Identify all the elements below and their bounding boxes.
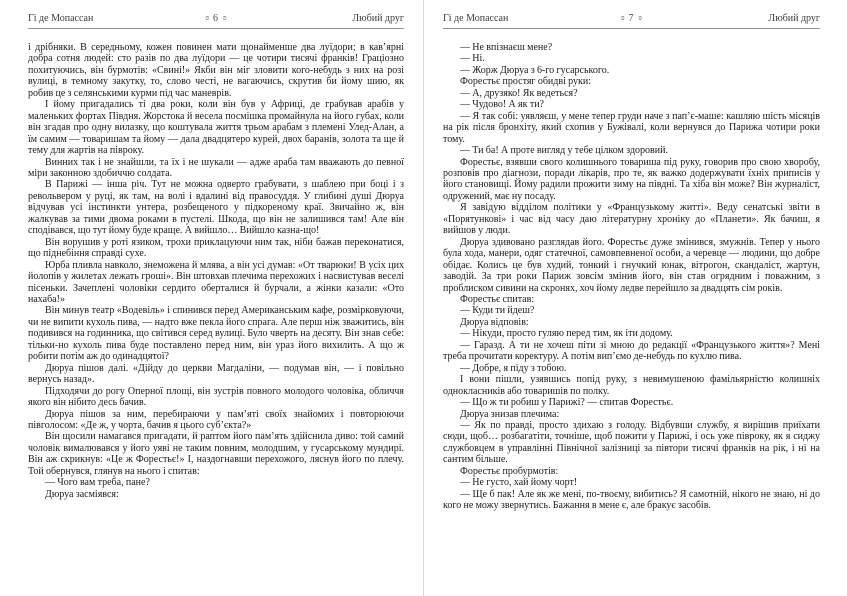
fleuron-right-icon: ʚ [222, 13, 227, 22]
paragraph: — Гаразд. А ти не хочеш піти зі мною до редакції «Французького життя»? Мені треба прочитати коректуру. А потім вип’ємо де-небудь по кухлю пива. [443, 339, 820, 363]
paragraph: Він ворушив у роті язиком, трохи приклацуючи ним так, ніби бажав переконатися, що піднебіння справді сухе. [28, 236, 404, 260]
page-number: 7 [628, 13, 635, 24]
paragraph: Форестьє спитав: [460, 293, 535, 305]
paragraph: — Нікуди, просто гуляю перед тим, як іти додому. [460, 328, 673, 340]
paragraph: і дрібняки. В середньому, кожен повинен мати щонайменше два луїдори; в кав’ярні добра сотня людей: сто разів по два луїдори — це чотири тисячі франків! Граціозно похитуючись, він бурмотів: «Свині!» Якби він міг зловити кого-небудь з них на розі вулиці, в темному закутку, то, слово честі, не вагаючись, скрутив би йому шию, як робив це з селянськими курми під час маневрів. [28, 42, 404, 99]
fleuron-right-icon: ʚ [638, 13, 643, 22]
paragraph: Юрба пливла навколо, знеможена й млява, а він усі думав: «От тварюки! В усіх цих йолопів у жилетах лежать гроші». Він штовхав плечима перехожих і насвистував веселі пісеньки. Зачеплені чоловіки сердито оберталися й бурчали, а жінки казали: «Ото нахаба!» [28, 259, 404, 305]
paragraph: — Чудово! А як ти? [460, 99, 544, 111]
paragraph: Він минув театр «Водевіль» і спинився перед Американським кафе, розмірковуючи, чи не випити кухоль пива, — надто вже пекла його спрага. Але перш ніж зважитись, він подивився на годинника, що світився серед вулиці. Було чверть на десяту. Він знав себе: тільки-но кухоль пива буде поставлено перед ним, він ураз його вихилить. А що ж робити потім аж до одинадцятої? [28, 305, 404, 363]
running-title: Любий друг [352, 13, 404, 24]
paragraph: Форестьє пробурмотів: [460, 465, 559, 477]
paragraph: В Парижі — інша річ. Тут не можна одверто грабувати, з шаблею при боці і з револьвером у руці, як там, на волі і вдалині від правосуддя. У глибині душі Дюруа відчував усі інстинкти унтера, розбещеного у підкореному краї. Звичайно ж, він жалкував за тими двома роками в пустелі. Шкода, що він не залишився там! Але він сподівався, що тут йому буде краще. А вийшло… Вийшло казна-що! [28, 179, 404, 237]
paragraph: Форестьє простяг обидві руки: [460, 76, 592, 88]
paragraph: — Я так собі: уявляєш, у мене тепер груди наче з пап’є-маше: кашляю шість місяців на рік після бронхіту, який схопив у Бужівалі, коли вернувся до Парижа чотири роки тому. [443, 110, 820, 145]
running-author: Гі де Мопассан [443, 13, 509, 24]
paragraph: Дюруа відповів: [460, 316, 529, 328]
paragraph: Винних так і не знайшли, та їх і не шукали — адже араба там вважають до певної міри законною здобиччю солдата. [28, 156, 404, 179]
running-title: Любий друг [768, 13, 821, 24]
paragraph: — Куди ти йдеш? [460, 305, 535, 317]
running-author: Гі де Мопассан [28, 13, 94, 24]
page-body-right [443, 42, 820, 512]
page-header-left [28, 13, 404, 29]
paragraph: Дюруа пішов за ним, перебираючи у пам’яті своїх знайомих і повторюючи півголосом: «Де ж, у чорта, бачив я цього суб’єкта?» [28, 408, 404, 431]
paragraph: — Як по правді, просто здихаю з голоду. Відбувши службу, я вирішив приїхати сюди, щоб… розбагатіти, точніше, щоб пожити у Парижі, і ось уже півроку, як я сиджу службовцем в управлінні Північної залізниці за півтори тисячі франків на рік, і ні на сантим більше. [443, 419, 820, 466]
paragraph: Дюруа знизав плечима: [460, 408, 560, 420]
page-body-left [28, 42, 404, 500]
paragraph: І йому пригадались ті два роки, коли він був у Африці, де грабував арабів у маленьких фортах Півдня. Жорстока й весела посмішка промайнула на його губах, коли він згадав про одну вилазку, що коштувала життя трьом арабам з племені Улед-Алан, а їм самим — товаришам та йому — дала двадцятеро курей, двох баранів, золота та ще й тему для жартів на півроку. [28, 99, 404, 157]
paragraph: Дюруа засміявся: [45, 488, 119, 500]
paragraph: — Чого вам треба, пане? [45, 477, 150, 489]
paragraph: — Не густо, хай йому чорт! [460, 477, 578, 489]
page-header-right [443, 13, 820, 29]
paragraph: Дюруа пішов далі. «Дійду до церкви Магдаліни, — подумав він, — і повільно вернусь назад». [28, 362, 404, 386]
page-number-block [153, 13, 278, 25]
paragraph: Форестьє, взявши свого колишнього товариша під руку, говорив про свою хворобу, розповів про діагнози, поради лікарів, про те, як важко додержувати їхніх приписів у його становищі. Йому радили прожити зиму на півдні. Та хіба він може? Він журналіст, одружений, має ну посаду. [443, 156, 820, 202]
page-left [0, 0, 423, 596]
paragraph: — Жорж Дюруа з 6-го гусарського. [460, 64, 610, 76]
page-number: 6 [212, 13, 219, 24]
paragraph: — А, друзяко! Як ведеться? [460, 87, 578, 99]
fleuron-left-icon: ɞ [620, 13, 625, 22]
paragraph: — Ні. [460, 53, 485, 65]
paragraph: — Ти ба! А проте вигляд у тебе цілком здоровий. [460, 145, 668, 157]
fleuron-left-icon: ɞ [205, 13, 209, 22]
page-right [424, 0, 847, 596]
paragraph: — Не впізнаєш мене? [460, 42, 553, 53]
paragraph: Підходячи до рогу Оперної площі, він зустрів повного молодого чоловіка, обличчя якого він нібито десь бачив. [28, 385, 404, 409]
paragraph: — Що ж ти робиш у Парижі? — спитав Форестьє. [460, 397, 674, 409]
paragraph: Дюруа здивовано разглядав його. Форестьє дуже змінився, змужнів. Тепер у нього була хода, манери, одяг статечної, самовпевненої особи, а черевце — людини, що добре обідає. Колись це був худий, тонкий і гнучкий юнак, вітрогон, скандаліст, жартун, заводій. За три роки Париж зовсім змінив його, він став огрядним і поважним, з проблиском сивини на скронях, хоч йому ледве перейшло за двадцять сім років. [443, 236, 820, 294]
paragraph: — Ще б пак! Але як же мені, по-твоєму, вибитись? Я самотній, нікого не знаю, ні до кого не можу звернутись. Бажання в мене є, але бракує засобів. [443, 488, 820, 512]
paragraph: Я завідую відділом політики у «Французькому житті». Веду сенатські звіти в «Порятункові» і час від часу даю літературну хроніку до «Планети». Як бачиш, я вийшов у люди. [443, 202, 820, 237]
paragraph: Він щосили намагався пригадати, й раптом його пам’ять здійснила диво: той самий чоловік вималювався у його уяві не таким повним, молодшим, у гусарському мундирі. Він аж скрикнув: «Це ж Форестьє!» І, наздогнавши перехожого, ляснув його по плечу. Той обернувся, глянув на нього і спитав: [28, 431, 404, 477]
page-number-block [569, 13, 695, 25]
paragraph: І вони пішли, узявшись попід руку, з невимушеною фамільярністю колишніх однокласників або товаришів по полку. [443, 374, 820, 397]
paragraph: — Добре, я піду з тобою. [460, 362, 567, 374]
